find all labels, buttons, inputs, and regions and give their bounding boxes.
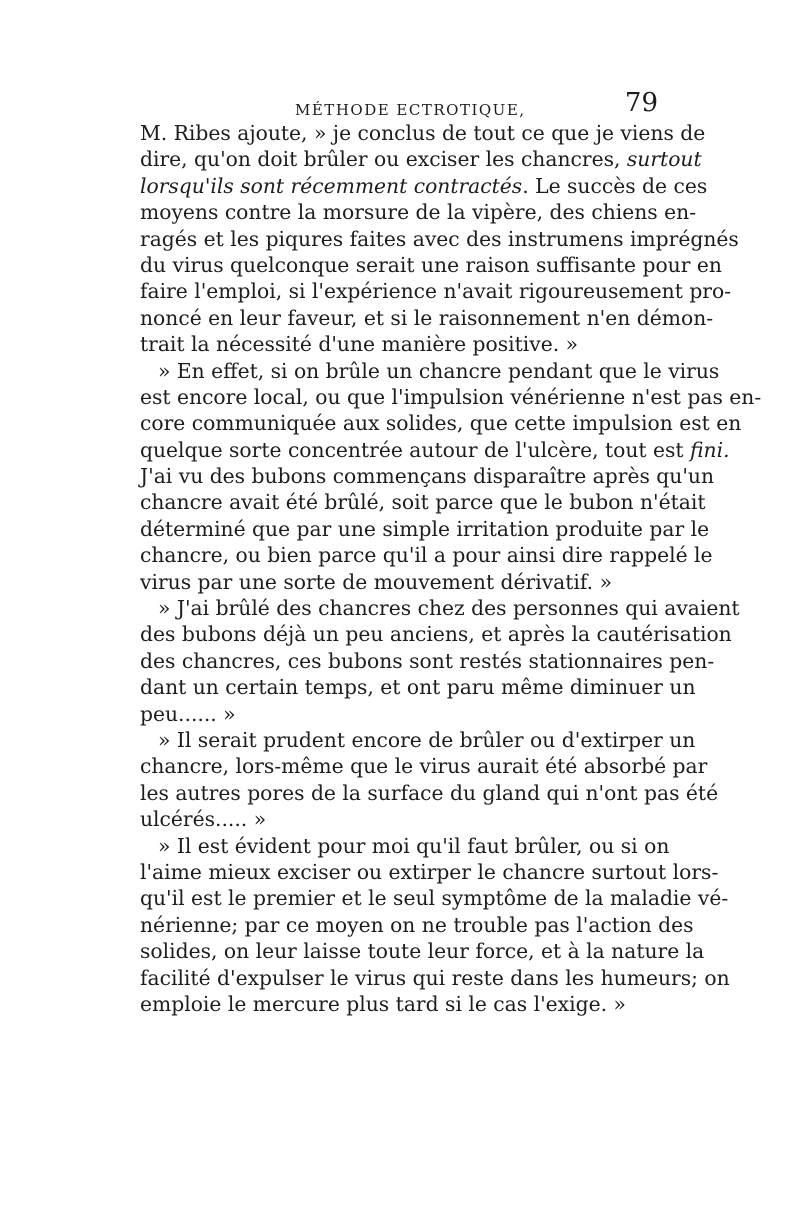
text-line: [140, 595, 740, 621]
text-line: [140, 648, 715, 674]
text-line: [140, 358, 720, 384]
running-title: MÉTHODE ECTROTIQUE,: [295, 101, 526, 119]
text-line: [140, 463, 715, 489]
text-line: [140, 384, 762, 410]
text-line: [140, 120, 706, 146]
text-line: [140, 146, 702, 172]
line-text: chancre avait été brûlé, soit parce que le bubon n'était: [140, 490, 706, 515]
line-text: des bubons déjà un peu anciens, et après la cautérisation: [140, 622, 732, 647]
line-text: faire l'emploi, si l'expérience n'avait rigoureusement pro-: [140, 279, 732, 304]
text-line: [140, 991, 658, 1017]
text-line: [140, 516, 710, 542]
line-text: dire, qu'on doit brûler ou exciser les chancres,: [140, 147, 627, 172]
page-number: 79: [624, 88, 658, 118]
text-line: [140, 753, 708, 779]
text-line: [140, 331, 658, 357]
line-text: ragés et les piqures faites avec des instrumens imprégnés: [140, 226, 739, 251]
text-line: [140, 410, 742, 436]
line-text: facilité d'expulser le virus qui reste dans les humeurs; on: [140, 965, 730, 990]
text-line: [140, 173, 708, 199]
text-line: [140, 859, 719, 885]
line-text: ulcérés..... »: [140, 807, 267, 832]
text-line: [140, 701, 658, 727]
line-text: déterminé que par une simple irritation produite par le: [140, 516, 710, 541]
text-line: [140, 806, 658, 832]
text-line: [140, 727, 696, 753]
text-line: [140, 912, 694, 938]
line-text: emploie le mercure plus tard si le cas l'exige. »: [140, 991, 626, 1016]
text-line: [140, 252, 722, 278]
text-line: [140, 542, 713, 568]
text-line: [140, 780, 719, 806]
line-text: » En effet, si on brûle un chancre pendant que le virus: [158, 358, 720, 383]
text-line: [140, 278, 732, 304]
line-text: trait la nécessité d'une manière positive. »: [140, 332, 579, 357]
italic-text: fini.: [690, 437, 730, 462]
text-line: [140, 938, 705, 964]
text-line: [140, 885, 729, 911]
line-text: nérienne; par ce moyen on ne trouble pas l'action des: [140, 912, 694, 937]
body-text: [140, 120, 762, 1017]
line-text: chancre, lors-même que le virus aurait été absorbé par: [140, 754, 708, 779]
line-text: M. Ribes ajoute, » je conclus de tout ce que je viens de: [140, 121, 706, 145]
line-text: dant un certain temps, et ont paru même diminuer un: [140, 675, 696, 700]
line-text: quelque sorte concentrée autour de l'ulcère, tout est: [140, 437, 691, 462]
line-text: les autres pores de la surface du gland qui n'ont pas été: [140, 780, 719, 805]
line-text: . Le succès de ces: [522, 173, 708, 198]
line-text: est encore local, ou que l'impulsion vénérienne n'est pas en-: [140, 384, 762, 409]
line-text: » Il est évident pour moi qu'il faut brûler, ou si on: [158, 833, 670, 858]
text-line: [140, 674, 696, 700]
line-text: du virus quelconque serait une raison suffisante pour en: [140, 252, 722, 277]
text-line: [140, 199, 697, 225]
text-line: [140, 437, 730, 463]
text-line: [140, 965, 730, 991]
text-line: [140, 305, 714, 331]
italic-text: surtout: [626, 147, 702, 172]
text-line: [140, 621, 732, 647]
line-text: virus par une sorte de mouvement dérivatif. »: [140, 569, 612, 594]
text-line: [140, 833, 670, 859]
line-text: » J'ai brûlé des chancres chez des personnes qui avaient: [158, 596, 740, 621]
line-text: » Il serait prudent encore de brûler ou d'extirper un: [158, 727, 696, 752]
line-text: l'aime mieux exciser ou extirper le chancre surtout lors-: [140, 859, 719, 884]
line-text: core communiquée aux solides, que cette impulsion est en: [140, 411, 742, 436]
line-text: J'ai vu des bubons commençans disparaître après qu'un: [140, 464, 715, 489]
line-text: des chancres, ces bubons sont restés stationnaires pen-: [140, 648, 715, 673]
line-text: noncé en leur faveur, et si le raisonnement n'en démon-: [140, 305, 714, 330]
line-text: qu'il est le premier et le seul symptôme de la maladie vé-: [140, 886, 729, 911]
line-text: moyens contre la morsure de la vipère, des chiens en-: [140, 200, 697, 225]
italic-text: lorsqu'ils sont récemment contractés: [140, 173, 523, 198]
text-line: [140, 569, 658, 595]
line-text: peu...... »: [140, 701, 236, 726]
line-text: solides, on leur laisse toute leur force, et à la nature la: [140, 939, 705, 964]
text-line: [140, 489, 706, 515]
text-line: [140, 226, 739, 252]
line-text: chancre, ou bien parce qu'il a pour ainsi dire rappelé le: [140, 543, 713, 568]
